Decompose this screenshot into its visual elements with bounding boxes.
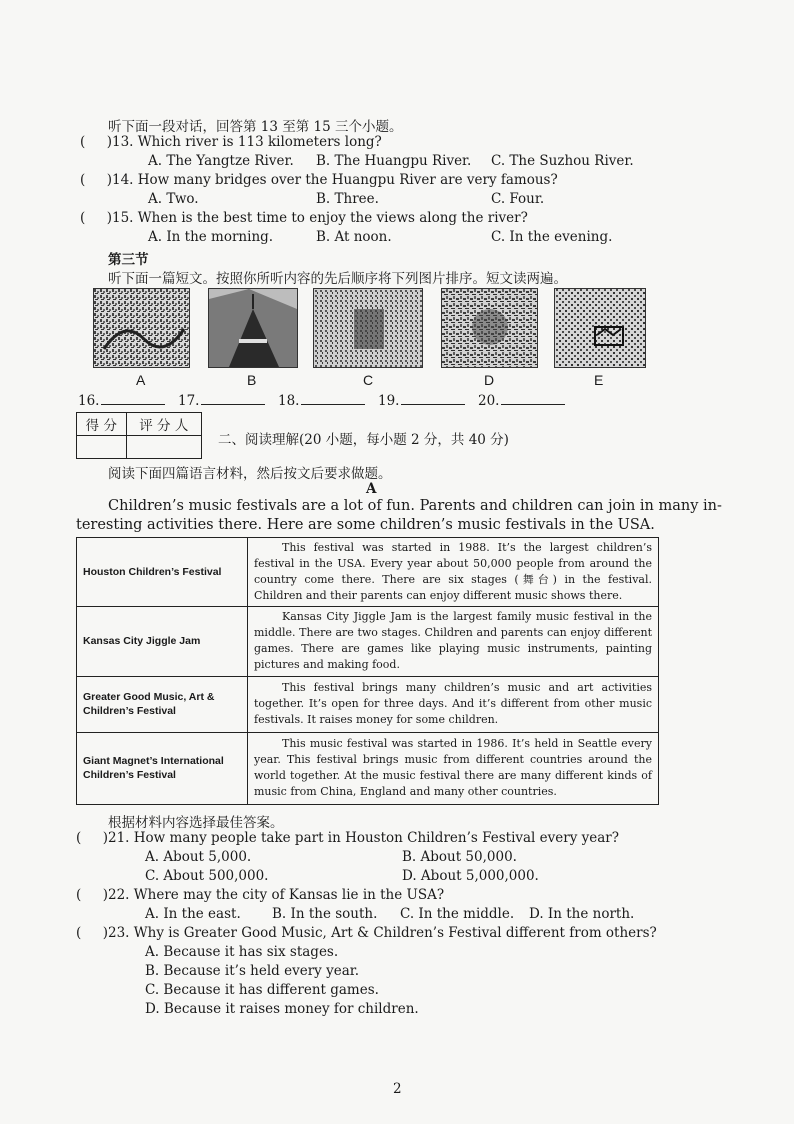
answer-blank-17[interactable] <box>178 392 265 409</box>
picture-d-image <box>442 289 537 367</box>
answer-blank-19[interactable] <box>378 392 465 409</box>
page-number: 2 <box>393 1081 402 1097</box>
picture-label-b: B <box>247 372 257 388</box>
blank-number: 20. <box>478 393 500 409</box>
table-row <box>77 732 659 804</box>
option-14c: C. Four. <box>491 191 545 207</box>
section3-title: 第三节 <box>108 252 149 268</box>
table-row <box>77 606 659 676</box>
festival-description: Kansas City Jiggle Jam is the largest family music festival in the middle. There are two stages. Children and parents can enjoy different games. There are games like playing music instruments, painting pictures and making food. <box>248 606 659 676</box>
score-cell[interactable] <box>77 436 127 459</box>
picture-b-image <box>209 289 297 367</box>
picture-label-d: D <box>484 372 495 388</box>
option-22a: A. In the east. <box>145 906 241 922</box>
option-14b: B. Three. <box>316 191 379 207</box>
question-22 <box>76 887 444 903</box>
question-23 <box>76 925 657 941</box>
question-21 <box>76 830 619 846</box>
festival-name: Kansas City Jiggle Jam <box>77 606 248 676</box>
picture-a-image <box>94 289 189 367</box>
festival-description: This music festival was started in 1986. It’s held in Seattle every year. This festival brings music from different countries around the world together. At the music festival there are many different kinds of music from China, England and many other countries. <box>248 732 659 804</box>
answer-paren[interactable]: ( <box>80 210 107 226</box>
option-21d: D. About 5,000,000. <box>402 868 539 884</box>
festival-name: Houston Children’s Festival <box>77 538 248 607</box>
question-text: Why is Greater Good Music, Art & Children’s Festival different from others? <box>133 925 657 941</box>
score-header: 得 分 <box>77 413 127 436</box>
option-23c: C. Because it has different games. <box>145 982 379 998</box>
reading-instruction: 阅读下面四篇语言材料，然后按文后要求做题。 <box>108 466 392 482</box>
question-text: Where may the city of Kansas lie in the USA? <box>133 887 445 903</box>
question-text: How many people take part in Houston Children’s Festival every year? <box>133 830 620 846</box>
picture-c-image <box>314 289 422 367</box>
blank-number: 17. <box>178 393 200 409</box>
question-text: When is the best time to enjoy the views along the river? <box>137 210 528 226</box>
reading-section-title: 二、阅读理解(20 小题，每小题 2 分，共 40 分) <box>218 432 509 448</box>
question-14 <box>80 172 558 188</box>
question-13 <box>80 134 382 150</box>
option-13c: C. The Suzhou River. <box>491 153 634 169</box>
passage-intro-line1: Children’s music festivals are a lot of fun. Parents and children can join in many in- <box>108 498 722 514</box>
blank-number: 18. <box>278 393 300 409</box>
picture-label-a: A <box>136 372 146 388</box>
option-22c: C. In the middle. <box>400 906 515 922</box>
question-15 <box>80 210 528 226</box>
answer-paren[interactable]: ( <box>80 172 107 188</box>
answer-paren[interactable]: ( <box>76 887 103 903</box>
answer-paren[interactable]: ( <box>76 830 103 846</box>
option-13a: A. The Yangtze River. <box>148 153 294 169</box>
answer-paren[interactable]: ( <box>76 925 103 941</box>
blank-number: 19. <box>378 393 400 409</box>
picture-e-image <box>555 289 645 367</box>
option-14a: A. Two. <box>148 191 199 207</box>
option-21b: B. About 50,000. <box>402 849 517 865</box>
option-23a: A. Because it has six stages. <box>145 944 339 960</box>
option-21c: C. About 500,000. <box>145 868 269 884</box>
question-text: Which river is 113 kilometers long? <box>137 134 382 150</box>
grader-cell[interactable] <box>126 436 201 459</box>
picture-b <box>208 288 298 368</box>
festival-description: This festival was started in 1988. It’s the largest children’s festival in the USA. Every year about 50,000 people from around the country come there. There are six stages (舞台) in the festival. Children and their parents can enjoy different music shows there. <box>248 538 659 607</box>
festival-table <box>76 537 659 805</box>
question-number: )21. <box>102 830 130 846</box>
festival-name: Giant Magnet’s International Children’s Festival <box>77 732 248 804</box>
question-number: )14. <box>106 172 134 188</box>
answer-blank-20[interactable] <box>478 392 565 409</box>
picture-a <box>93 288 190 368</box>
festival-description: This festival brings many children’s music and art activities together. It’s open for three days. And it’s different from other music festivals. It raises money for some children. <box>248 676 659 732</box>
question-number: )15. <box>106 210 134 226</box>
table-row <box>77 538 659 607</box>
option-13b: B. The Huangpu River. <box>316 153 472 169</box>
picture-d <box>441 288 538 368</box>
option-23b: B. Because it’s held every year. <box>145 963 360 979</box>
option-21a: A. About 5,000. <box>145 849 252 865</box>
dialogue-instruction: 听下面一段对话，回答第 13 至第 15 三个小题。 <box>108 119 403 135</box>
score-box <box>76 412 202 459</box>
question-number: )22. <box>102 887 130 903</box>
option-22b: B. In the south. <box>272 906 378 922</box>
answer-blank-16[interactable] <box>78 392 165 409</box>
answer-paren[interactable]: ( <box>80 134 107 150</box>
option-15b: B. At noon. <box>316 229 392 245</box>
question-number: )13. <box>106 134 134 150</box>
question-number: )23. <box>102 925 130 941</box>
passage-intro-line2: teresting activities there. Here are some children’s music festivals in the USA. <box>76 517 655 533</box>
picture-label-c: C <box>363 372 374 388</box>
blank-number: 16. <box>78 393 100 409</box>
option-15c: C. In the evening. <box>491 229 613 245</box>
passage-letter: A <box>366 481 377 497</box>
answer-blank-18[interactable] <box>278 392 365 409</box>
question-text: How many bridges over the Huangpu River are very famous? <box>137 172 558 188</box>
picture-e <box>554 288 646 368</box>
option-15a: A. In the morning. <box>148 229 274 245</box>
choose-instruction: 根据材料内容选择最佳答案。 <box>108 815 284 831</box>
festival-name: Greater Good Music, Art & Children’s Festival <box>77 676 248 732</box>
option-23d: D. Because it raises money for children. <box>145 1001 419 1017</box>
picture-label-e: E <box>594 372 604 388</box>
table-row <box>77 676 659 732</box>
option-22d: D. In the north. <box>529 906 635 922</box>
grader-header: 评 分 人 <box>126 413 201 436</box>
section3-instruction: 听下面一篇短文。按照你所听内容的先后顺序将下列图片排序。短文读两遍。 <box>108 271 567 287</box>
picture-c <box>313 288 423 368</box>
